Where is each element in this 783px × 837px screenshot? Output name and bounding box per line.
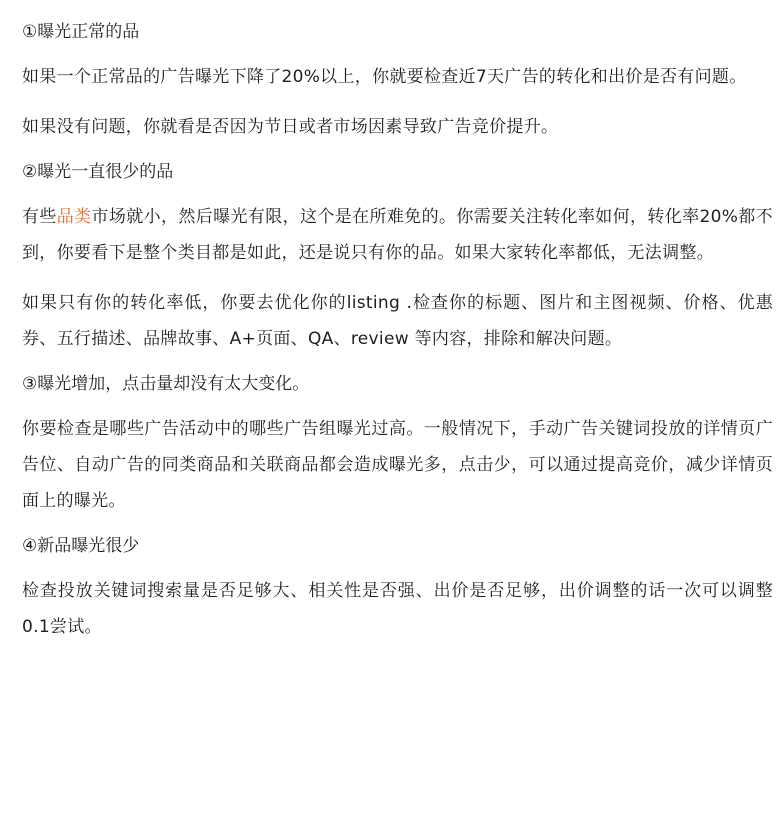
section-2-paragraph-2: 如果只有你的转化率低，你要去优化你的listing .检查你的标题、图片和主图视频、价格、优惠券、五行描述、品牌故事、A+页面、QA、review 等内容，排除和解决问题。	[22, 293, 773, 349]
section-4-paragraph-1: 检查投放关键词搜索量是否足够大、相关性是否强、出价是否足够，出价调整的话一次可以调整0.1尝试。	[22, 581, 773, 637]
section-1-paragraph-1: 如果一个正常品的广告曝光下降了20%以上，你就要检查近7天广告的转化和出价是否有问题。	[22, 67, 747, 87]
paragraph-text-after: 市场就小，然后曝光有限，这个是在所难免的。你需要关注转化率如何，转化率20%都不到，你要看下是整个类目都是如此，还是说只有你的品。如果大家转化率都低，无法调整。	[22, 207, 773, 263]
section-1-heading: ①曝光正常的品	[22, 22, 140, 42]
section-4-heading: ④新品曝光很少	[22, 536, 140, 556]
section-3-paragraph-1: 你要检查是哪些广告活动中的哪些广告组曝光过高。一般情况下，手动广告关键词投放的详情页广告位、自动广告的同类商品和关联商品都会造成曝光多，点击少，可以通过提高竞价，减少详情页面上的曝光。	[22, 419, 773, 511]
section-2-paragraph-1	[22, 199, 773, 271]
category-link[interactable]: 品类	[56, 207, 92, 227]
section-2-heading: ②曝光一直很少的品	[22, 162, 174, 182]
section-3-heading: ③曝光增加，点击量却没有太大变化。	[22, 374, 310, 394]
paragraph-text-before: 有些	[22, 207, 57, 227]
section-1-paragraph-2: 如果没有问题，你就看是否因为节日或者市场因素导致广告竞价提升。	[22, 117, 559, 137]
